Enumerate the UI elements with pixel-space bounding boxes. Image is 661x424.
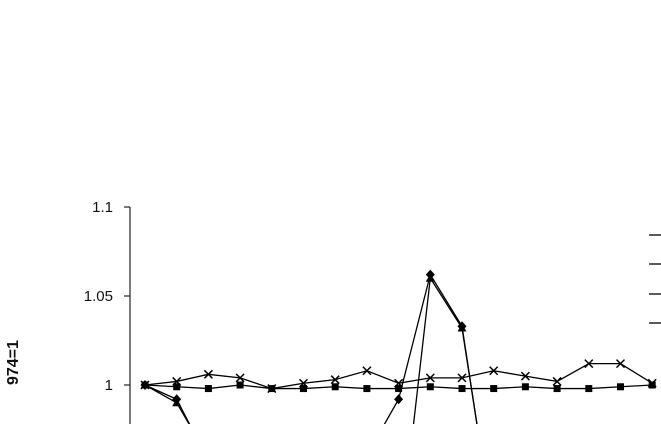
series-line: [145, 278, 478, 424]
square-marker: [522, 383, 529, 390]
series-line: [145, 364, 652, 389]
y-tick-label: 1: [104, 377, 113, 394]
square-marker: [585, 385, 592, 392]
square-marker: [490, 385, 497, 392]
square-marker: [617, 383, 624, 390]
y-tick-label: 1.1: [92, 199, 113, 216]
legend-markers: [649, 235, 661, 323]
square-marker: [332, 383, 339, 390]
series-triangle: [141, 274, 478, 424]
series-layer: [141, 270, 657, 424]
y-ticks: [84, 199, 130, 394]
series-diamond: [141, 270, 478, 424]
y-tick-label: 1.05: [83, 288, 113, 305]
square-marker: [363, 385, 370, 392]
square-marker: [554, 385, 561, 392]
y-axis-label: 974=1: [5, 340, 22, 385]
x-marker: [363, 367, 371, 375]
diamond-marker: [394, 394, 403, 404]
square-marker: [427, 383, 434, 390]
square-marker: [237, 382, 244, 389]
square-marker: [205, 385, 212, 392]
square-marker: [459, 385, 466, 392]
